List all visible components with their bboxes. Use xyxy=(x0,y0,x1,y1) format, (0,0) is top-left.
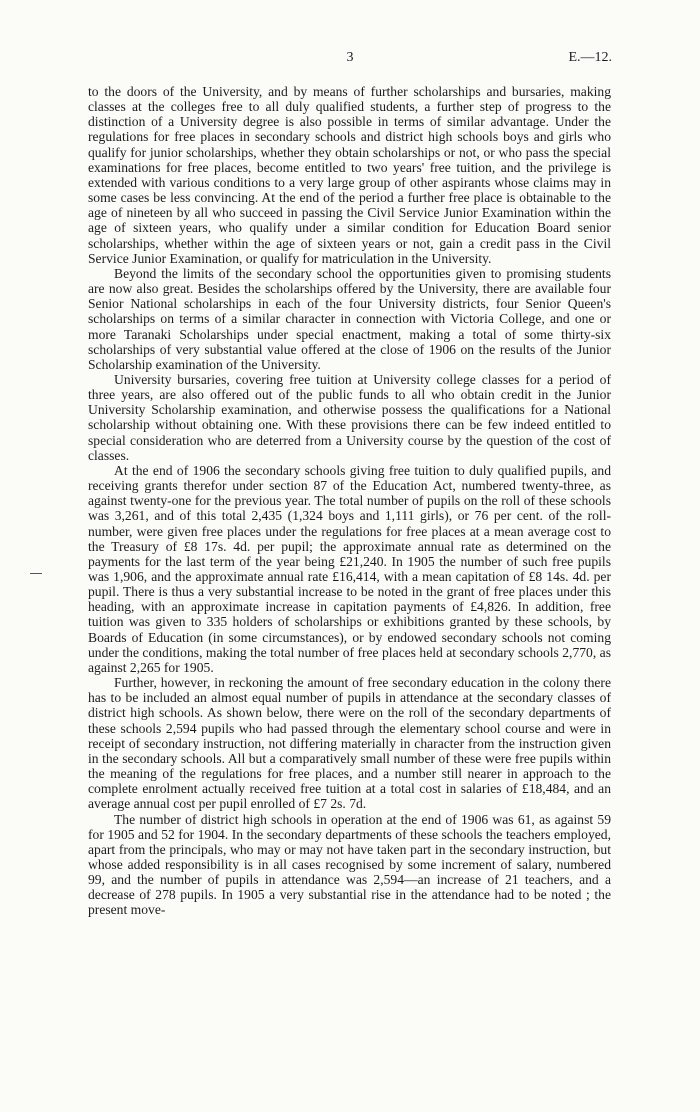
paragraph-free-tuition-1906: At the end of 1906 the secondary schools giving free tuition to duly qualified pupils, and receiving grants therefor under section 87 of the Education Act, numbered twenty-three, as against twenty-one for the previous year. The total number of pupils on the roll of these schools was 3,261, and of this total 2,435 (1,324 boys and 1,111 girls), or 76 per cent. of the roll-number, were given free places under the regulations for free places at a mean average cost to the Treasury of £8 17s. 4d. per pupil; the approximate annual rate as determined on the payments for the last term of the year being £21,240. In 1905 the number of such free pupils was 1,906, and the approximate annual rate £16,414, with a mean capitation of £8 14s. 4d. per pupil. There is thus a very substantial increase to be noted in the grant of free places under this heading, with an approximate increase in capitation payments of £4,826. In addition, free tuition was given to 335 holders of scholarships or exhibitions granted by these schools, by Boards of Education (in some circumstances), or by endowed secondary schools not coming under the conditions, making the total number of free places held at secondary schools 2,770, as against 2,265 for 1905. xyxy=(88,462,611,675)
page-header xyxy=(88,50,612,70)
paragraph-district-high-schools-count: The number of district high schools in operation at the end of 1906 was 61, as against 59 for 1905 and 52 for 1904. In the secondary departments of these schools the teachers employed, apart from the principals, who may or may not have taken part in the secondary instruction, but whose added responsibility is in all cases recognised by some increment of salary, numbered 99, and the number of pupils in attendance was 2,594—an increase of 21 teachers, and a decrease of 278 pupils. In 1905 a very substantial rise in the attendance had to be noted ; the present move- xyxy=(88,811,611,918)
page-number: 3 xyxy=(346,50,354,65)
body-text xyxy=(88,84,611,918)
document-reference: E.—12. xyxy=(568,50,612,65)
paragraph-bursaries: University bursaries, covering free tuition at University college classes for a period of three years, are also offered out of the public funds to all who obtain credit in the Junior University Scholarship examination, and otherwise possess the qualifications for a National scholarship without obtaining one. With these provisions there can be few indeed entitled to special consideration who are deterred from a University course by the question of the cost of classes. xyxy=(88,371,611,463)
paragraph-university-access: to the doors of the University, and by means of further scholarships and bursaries, making classes at the colleges free to all duly qualified students, a further step of progress to the distinction of a University degree is also possible in terms of similar advantage. Under the regulations for free places in secondary schools and district high schools boys and girls who qualify for junior scholarships, whether they obtain scholarships or not, or who pass the special examinations for free places, become entitled to two years' free tuition, and the privilege is extended with various conditions to a very large group of other aspirants whose claims may in some cases be less convincing. At the end of the period a further free place is obtainable to the age of nineteen by all who succeed in passing the Civil Service Junior Examination within the age of sixteen years, who qualify under a similar condition for Education Board senior scholarships, whether within the age of sixteen years or not, gain a credit pass in the Civil Service Junior Examination, or qualify for matriculation in the University. xyxy=(88,84,611,266)
margin-mark xyxy=(30,573,42,574)
paragraph-district-high-schools: Further, however, in reckoning the amount of free secondary education in the colony there has to be included an almost equal number of pupils in attendance at the secondary classes of district high schools. As shown below, there were on the roll of the secondary departments of these schools 2,594 pupils who had passed through the elementary school course and were in receipt of secondary instruction, not differing materially in character from the instruction given in the secondary schools. All but a comparatively small number of these were free pupils within the meaning of the regulations for free places, and a number still nearer in approach to the complete enrolment actually received free tuition at a total cost in salaries of £18,484, and an average annual cost per pupil enrolled of £7 2s. 7d. xyxy=(88,675,611,812)
paragraph-scholarships: Beyond the limits of the secondary school the opportunities given to promising students are now also great. Besides the scholarships offered by the University, there are available four Senior National scholarships in each of the four University districts, four Senior Queen's scholarships on terms of a similar character in connection with Victoria College, and one or more Taranaki Scholarships under special enactment, making a total of some thirty-six scholarships of very substantial value offered at the close of 1906 on the results of the Junior Scholarship examination of the University. xyxy=(88,265,611,372)
